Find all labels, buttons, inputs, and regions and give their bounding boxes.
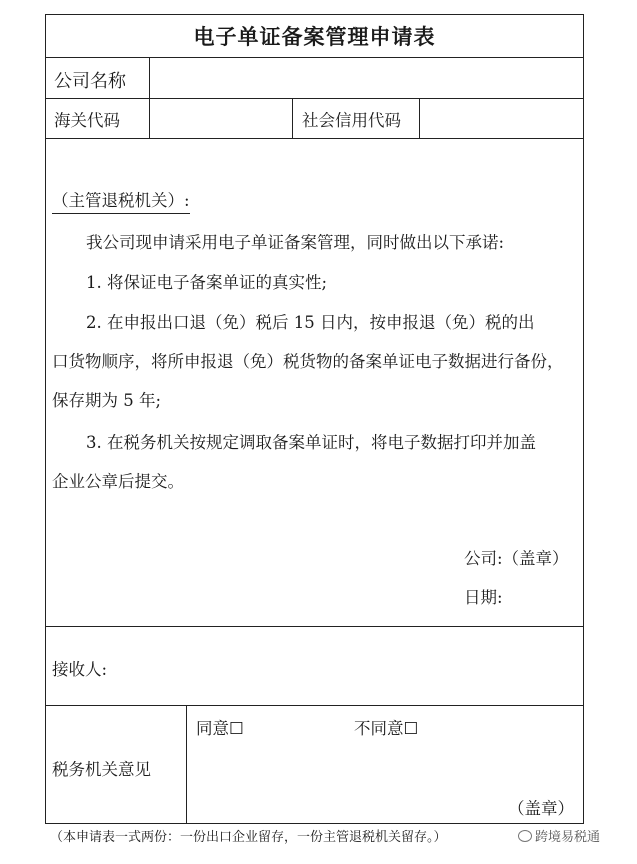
commitment-item-2-cont: 口货物顺序，将所申报退（免）税货物的备案单证电子数据进行备份， (52, 352, 564, 371)
cell-divider (149, 57, 150, 98)
row-divider (46, 705, 583, 706)
footer-note: （本申请表一式两份：一份出口企业留存，一份主管退税机关留存。） (50, 830, 447, 845)
declaration-intro: 我公司现申请采用电子单证备案管理，同时做出以下承诺: (86, 233, 505, 252)
date-label: 日期: (464, 588, 503, 607)
receiver-label: 接收人: (52, 660, 108, 679)
row-divider (46, 626, 583, 627)
cell-divider (186, 705, 187, 823)
tax-opinion-label: 税务机关意见 (52, 760, 151, 779)
commitment-item-2-cont: 保存期为 5 年; (52, 391, 162, 410)
form-title: 电子单证备案管理申请表 (193, 24, 436, 49)
cell-divider (419, 98, 420, 138)
company-name-label: 公司名称 (54, 71, 126, 92)
company-seal-label: 公司:（盖章） (464, 549, 569, 568)
customs-code-label: 海关代码 (54, 111, 120, 130)
disagree-checkbox[interactable]: 不同意☐ (354, 719, 419, 738)
cell-divider (149, 98, 150, 138)
watermark (518, 826, 600, 845)
commitment-item-1: 1. 将保证电子备案单证的真实性; (86, 273, 328, 292)
row-divider (46, 57, 583, 58)
commitment-item-3-cont: 企业公章后提交。 (52, 472, 184, 491)
application-form (45, 14, 584, 824)
commitment-item-2: 2. 在申报出口退（免）税后 15 日内，按申报退（免）税的出 (86, 313, 535, 332)
credit-code-label: 社会信用代码 (302, 111, 401, 130)
wechat-icon (518, 830, 532, 842)
agree-checkbox[interactable]: 同意☐ (196, 719, 244, 738)
row-divider (46, 138, 583, 139)
cell-divider (292, 98, 293, 138)
commitment-item-3: 3. 在税务机关按规定调取备案单证时，将电子数据打印并加盖 (86, 433, 536, 452)
row-divider (46, 98, 583, 99)
tax-seal-label: （盖章） (508, 799, 574, 818)
watermark-text: 跨境易税通 (535, 830, 601, 845)
tax-authority-line: （主管退税机关）: (52, 187, 190, 214)
